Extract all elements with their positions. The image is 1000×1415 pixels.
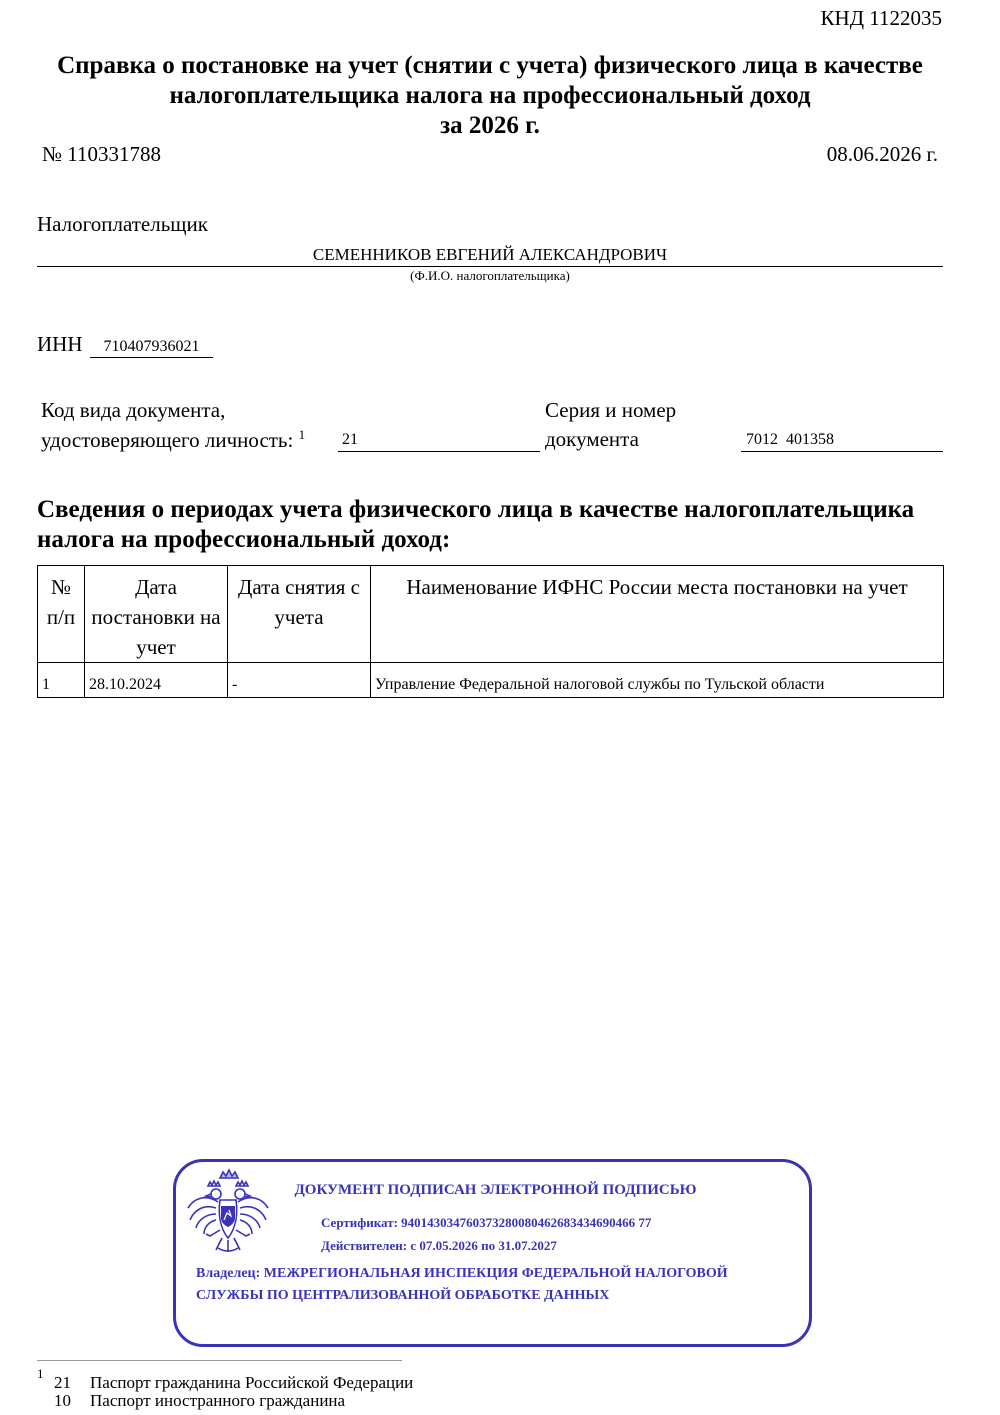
footnote-text: Паспорт иностранного гражданина [90,1391,346,1410]
cell-num: 1 [38,663,85,698]
stamp-owner-line-2: СЛУЖБЫ ПО ЦЕНТРАЛИЗОВАННОЙ ОБРАБОТКЕ ДАННЫХ [196,1288,610,1303]
periods-heading-line-2: налога на профессиональный доход: [37,526,451,553]
doc-code-label-text: удостоверяющего личность: [41,428,294,452]
cell-ifns: Управление Федеральной налоговой службы по Тульской области [371,663,944,698]
footnote-divider [37,1360,402,1361]
inn-label: ИНН [37,332,83,356]
series-label-line-2: документа [545,427,639,451]
stamp-certificate: Сертификат: 940143034760373280080462683434690466 77 [321,1215,652,1230]
footnote-reference: 1 [298,427,306,442]
doc-code-value: 21 [338,428,540,452]
cell-reg-date: 28.10.2024 [85,663,228,698]
document-number: № 110331788 [42,142,162,166]
footnote-item [54,1391,345,1411]
footnote-code: 10 [54,1391,71,1410]
footnote-text: Паспорт гражданина Российской Федерации [90,1373,414,1392]
column-header-reg-date: Дата постановки на учет [85,566,228,663]
electronic-signature-stamp [173,1159,812,1347]
title-line-2: налогоплательщика налога на профессиональный доход [169,82,811,109]
stamp-title: ДОКУМЕНТ ПОДПИСАН ЭЛЕКТРОННОЙ ПОДПИСЬЮ [294,1182,697,1198]
stamp-owner [196,1263,796,1307]
footnote-item [54,1373,413,1393]
column-header-num: № п/п [38,566,85,663]
table-row [38,663,944,698]
document-date: 08.06.2026 г. [826,142,938,166]
document-title [30,51,950,141]
series-number-value: 7012 401358 [741,428,943,452]
column-header-dereg-date: Дата снятия с учета [228,566,371,663]
title-line-1: Справка о постановке на учет (снятии с учета) физического лица в качестве [57,52,923,79]
taxpayer-name: СЕМЕННИКОВ ЕВГЕНИЙ АЛЕКСАНДРОВИЧ [37,244,943,267]
inn-value: 710407936021 [90,336,213,358]
knd-code: КНД 1122035 [820,6,942,30]
taxpayer-label: Налогоплательщик [37,212,208,236]
stamp-owner-line-1: Владелец: МЕЖРЕГИОНАЛЬНАЯ ИНСПЕКЦИЯ ФЕДЕРАЛЬНОЙ НАЛОГОВОЙ [196,1266,728,1281]
footnote-mark: 1 [37,1366,44,1381]
title-line-3: за 2026 г. [440,112,540,139]
periods-table [37,565,944,698]
russian-coat-of-arms-icon [182,1164,274,1256]
table-header-row [38,566,944,663]
series-label-line-1: Серия и номер [545,398,677,422]
doc-code-label-line-1: Код вида документа, [41,398,226,422]
column-header-ifns: Наименование ИФНС России места постановки на учет [371,566,944,663]
footnote-code: 21 [54,1373,71,1392]
taxpayer-name-caption: (Ф.И.О. налогоплательщика) [410,268,570,283]
periods-heading-line-1: Сведения о периодах учета физического лица в качестве налогоплательщика [37,496,915,523]
stamp-validity: Действителен: с 07.05.2026 по 31.07.2027 [321,1238,557,1253]
doc-code-label-line-2 [41,427,305,453]
periods-heading [37,495,957,555]
cell-dereg-date: - [228,663,371,698]
